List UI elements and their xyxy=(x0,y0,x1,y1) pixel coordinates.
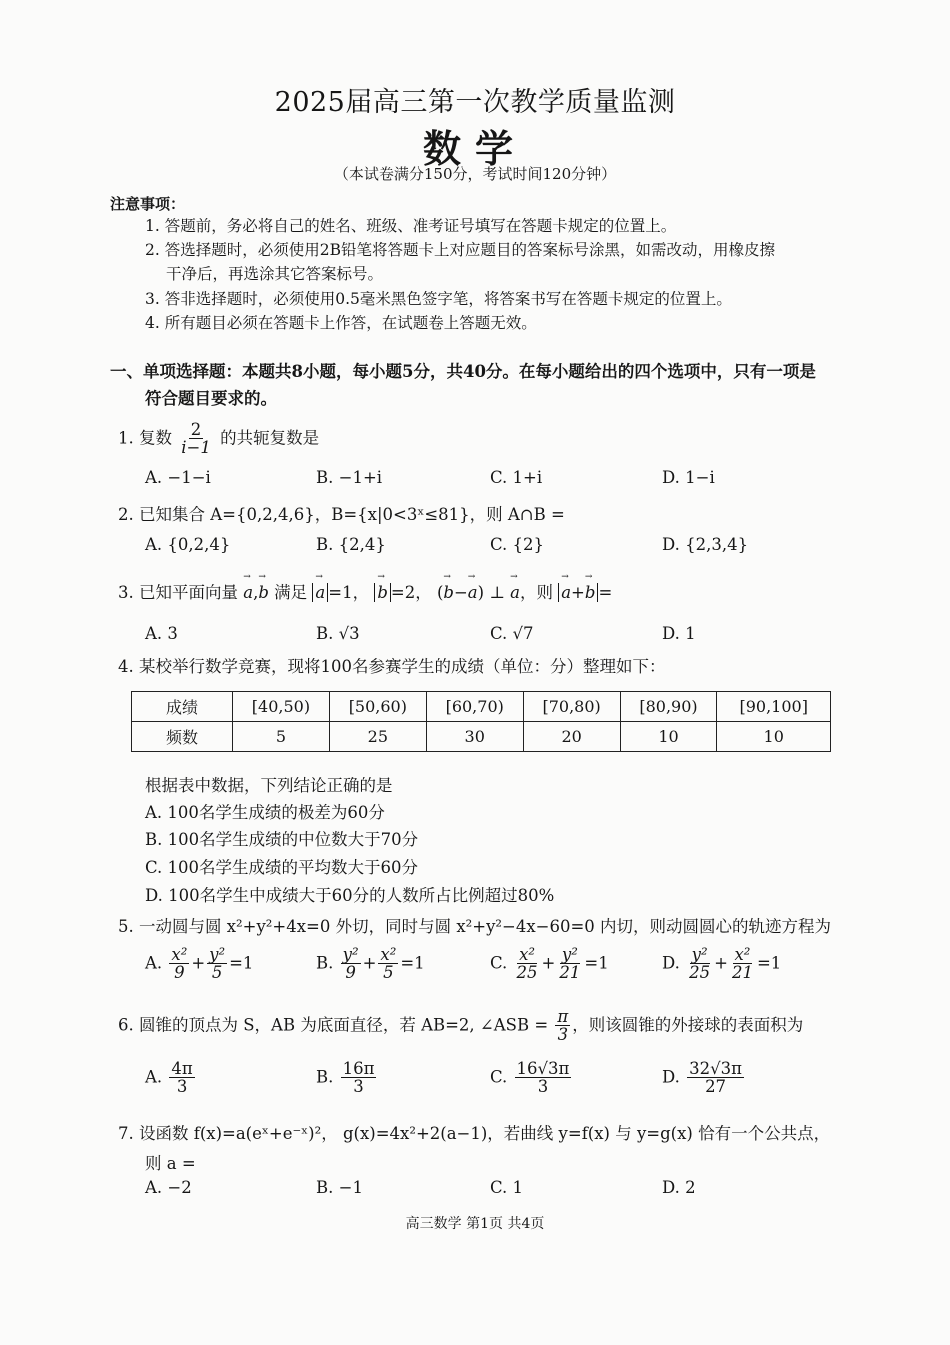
magnitude-a: → a xyxy=(312,583,328,602)
table-row xyxy=(132,692,831,722)
option-d: D. 2 xyxy=(662,1178,696,1197)
option-d: D. {2,3,4} xyxy=(662,535,749,554)
table-cell: [90,100] xyxy=(717,692,831,722)
option-d: D. $\frac{\text{y²}}{25}$ + $\frac{\text{x²}}{21}$ =1 xyxy=(662,945,782,983)
notice-item: 1. 答题前，务必将自己的姓名、班级、准考证号填写在答题卡规定的位置上。 xyxy=(145,217,677,235)
section-heading-cont: 符合题目要求的。 xyxy=(145,389,277,408)
option-b: B. {2,4} xyxy=(316,535,386,554)
option-c: C. 1+i xyxy=(490,468,543,487)
table-cell: [50,60) xyxy=(329,692,426,722)
question-6-stem: 6. 圆锥的顶点为 S，AB 为底面直径，若 AB=2, ∠ASB = $\frac{\pi}{3}$ ，则该圆锥的外接球的表面积为 xyxy=(118,1007,804,1045)
option-a: A. 3 xyxy=(145,624,178,643)
table-cell: [40,50) xyxy=(233,692,330,722)
option-a: A. −1−i xyxy=(145,468,211,487)
option-c: C. 100名学生成绩的平均数大于60分 xyxy=(145,858,419,877)
question-7-stem-cont: 则 a = xyxy=(145,1154,196,1173)
stem-text: 3. 已知平面向量 xyxy=(118,583,238,602)
option-b: B. −1 xyxy=(316,1178,363,1197)
page-footer: 高三数学 第1页 共4页 xyxy=(405,1216,545,1232)
option-d: D. 1 xyxy=(662,624,696,643)
option-b: B. √3 xyxy=(316,624,360,643)
score-table xyxy=(131,691,831,752)
option-a: A. $\frac{4\pi}{3}$ xyxy=(145,1059,193,1097)
table-cell: [70,80) xyxy=(523,692,620,722)
option-b: B. $\frac{16\pi}{3}$ xyxy=(316,1059,375,1097)
notice-item: 4. 所有题目必须在答题卡上作答，在试题卷上答题无效。 xyxy=(145,314,537,332)
exam-note: （本试卷满分150分，考试时间120分钟） xyxy=(333,165,617,183)
question-7-stem: 7. 设函数 f(x)=a(eˣ+e⁻ˣ)²， g(x)=4x²+2(a−1)，若曲线 y=f(x) 与 y=g(x) 恰有一个公共点， xyxy=(118,1124,831,1143)
stem-text: = xyxy=(598,583,613,602)
option-b: B. $\frac{\text{y²}}{9}$ + $\frac{\text{x²}}{5}$ =1 xyxy=(316,945,425,983)
section-heading: 一、单项选择题：本题共8小题，每小题5分，共40分。在每小题给出的四个选项中，只有一项是 xyxy=(110,362,816,381)
question-3-stem: 3. 已知平面向量 → a,→ b 满足 → a =1， → b =2， (→ b−→ a) ⊥ → a，则 → a+→ b = xyxy=(118,579,612,603)
stem-text: 满足 xyxy=(274,583,308,602)
option-c: C. 1 xyxy=(490,1178,524,1197)
option-d: D. 1−i xyxy=(662,468,715,487)
stem-text: =1， xyxy=(328,583,370,602)
stem-text: =2， xyxy=(390,583,432,602)
option-a: A. $\frac{\text{x²}}{9}$ + $\frac{\text{y²}}{5}$ =1 xyxy=(145,945,254,983)
option-b: B. 100名学生成绩的中位数大于70分 xyxy=(145,830,419,849)
question-4-prompt: 根据表中数据，下列结论正确的是 xyxy=(145,776,393,795)
option-c: C. {2} xyxy=(490,535,545,554)
row-header: 频数 xyxy=(132,722,233,752)
notice-item: 干净后，再选涂其它答案标号。 xyxy=(166,265,384,283)
option-b: B. −1+i xyxy=(316,468,383,487)
question-4-stem: 4. 某校举行数学竞赛，现将100名参赛学生的成绩（单位：分）整理如下： xyxy=(118,657,666,676)
question-5-stem: 5. 一动圆与圆 x²+y²+4x=0 外切，同时与圆 x²+y²−4x−60=0 内切，则动圆圆心的轨迹方程为 xyxy=(118,917,832,936)
subject-title: 数学 xyxy=(422,126,527,171)
vector-a: → a xyxy=(243,583,253,602)
option-d: D. $\frac{32√3\pi}{27}$ xyxy=(662,1059,742,1097)
table-cell: 25 xyxy=(329,722,426,752)
option-a: A. 100名学生成绩的极差为60分 xyxy=(145,803,385,822)
table-row xyxy=(132,722,831,752)
fraction xyxy=(179,421,213,457)
notice-item: 2. 答选择题时，必须使用2B铅笔将答题卡上对应题目的答案标号涂黑，如需改动，用橡皮擦 xyxy=(145,241,775,259)
table-cell: 10 xyxy=(717,722,831,752)
table-cell: [60,70) xyxy=(426,692,523,722)
notices-heading: 注意事项： xyxy=(110,195,186,213)
option-d: D. 100名学生中成绩大于60分的人数所占比例超过80% xyxy=(145,886,555,905)
table-cell: 20 xyxy=(523,722,620,752)
table-cell: 10 xyxy=(620,722,717,752)
option-a: A. −2 xyxy=(145,1178,192,1197)
table-cell: [80,90) xyxy=(620,692,717,722)
question-2-stem: 2. 已知集合 A={0,2,4,6}，B={x|0<3ˣ≤81}，则 A∩B = xyxy=(118,505,565,524)
question-1-stem xyxy=(118,421,319,457)
option-c: C. √7 xyxy=(490,624,534,643)
option-a: A. {0,2,4} xyxy=(145,535,231,554)
table-cell: 5 xyxy=(233,722,330,752)
notice-item: 3. 答非选择题时，必须使用0.5毫米黑色签字笔，将答案书写在答题卡规定的位置上。 xyxy=(145,290,732,308)
option-c: C. $\frac{\text{x²}}{25}$ + $\frac{\text{y²}}{21}$ =1 xyxy=(490,945,609,983)
stem-text: ，则 xyxy=(519,583,553,602)
stem-text: 复数 xyxy=(139,428,172,448)
perp-symbol: ⊥ xyxy=(489,583,505,602)
numerator: 2 xyxy=(190,420,202,439)
magnitude-b: → b xyxy=(374,583,391,602)
question-number: 1. xyxy=(118,428,134,448)
magnitude-sum: → a+→ b xyxy=(558,583,598,602)
vector-b: → b xyxy=(258,583,269,602)
exam-title: 2025届高三第一次教学质量监测 xyxy=(274,87,676,118)
table-cell: 30 xyxy=(426,722,523,752)
stem-text: 的共轭复数是 xyxy=(220,428,320,448)
denominator: i−1 xyxy=(181,438,211,458)
option-c: C. $\frac{16√3\pi}{3}$ xyxy=(490,1059,570,1097)
row-header: 成绩 xyxy=(132,692,233,722)
